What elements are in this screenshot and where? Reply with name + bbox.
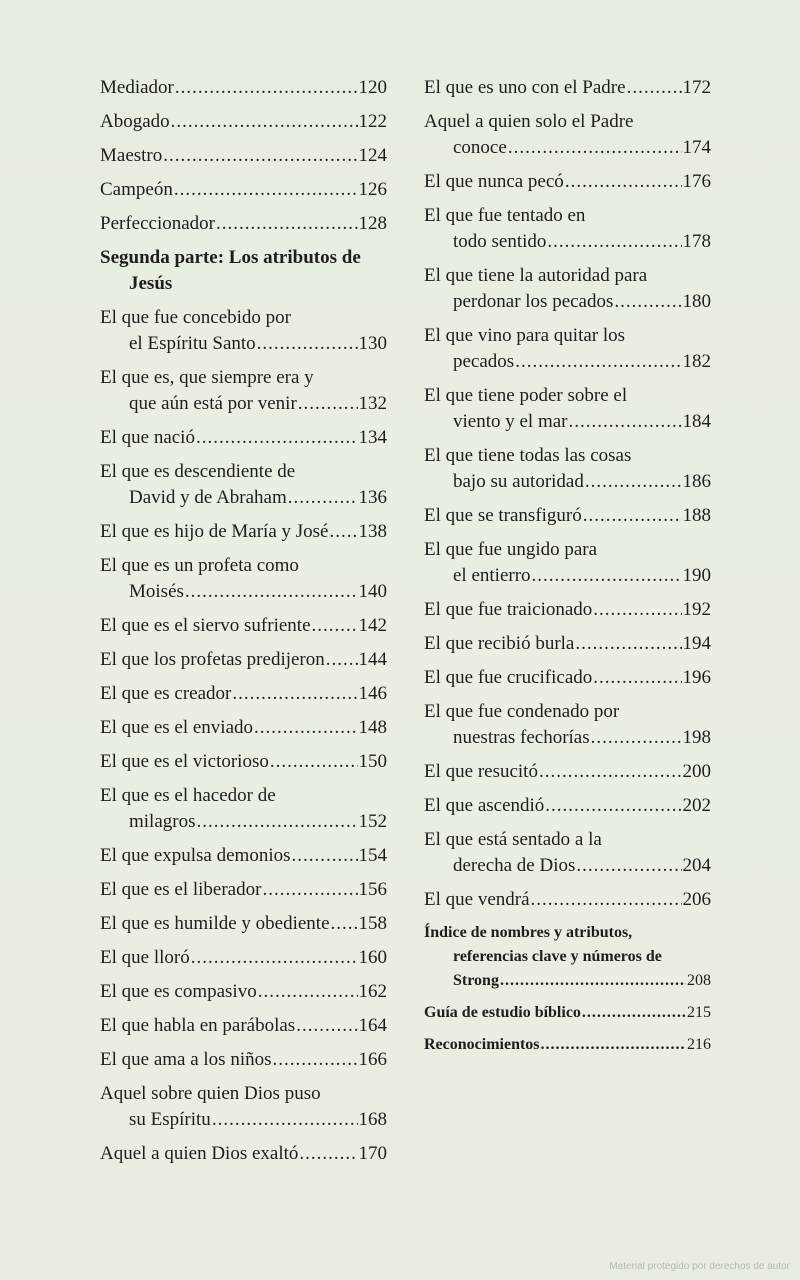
toc-entry-title: El que ama a los niños: [100, 1049, 272, 1070]
dot-leader: [326, 647, 358, 673]
dot-leader: [331, 911, 358, 937]
toc-entry-title: perdonar los pecados: [453, 291, 614, 312]
page-number: 138: [358, 521, 387, 542]
toc-entry: [100, 783, 387, 835]
toc-entry: [100, 877, 387, 903]
toc-entry-line: [100, 613, 387, 639]
toc-entry-line: [100, 681, 387, 707]
toc-entry: [424, 537, 711, 589]
toc-entry-line: [100, 143, 387, 169]
toc-entry: [424, 921, 711, 993]
toc-entry: [100, 519, 387, 545]
toc-entry-title: derecha de Dios: [453, 855, 576, 876]
toc-entry-title: El que habla en parábolas: [100, 1015, 296, 1036]
toc-entry: [100, 647, 387, 673]
page-number: 126: [358, 179, 387, 200]
toc-entry-title: El que tiene la autoridad para: [424, 265, 648, 286]
dot-leader: [298, 391, 358, 417]
page-number: 206: [682, 889, 711, 910]
toc-entry-line: [424, 443, 711, 469]
toc-entry-title: El que es hijo de María y José: [100, 521, 329, 542]
toc-entry-line: [424, 323, 711, 349]
toc-entry-line: [100, 877, 387, 903]
page-number: 120: [358, 77, 387, 98]
toc-entry-title: Segunda parte: Los atributos de: [100, 247, 361, 268]
toc-entry: [424, 263, 711, 315]
page-number: 148: [358, 717, 387, 738]
dot-leader: [175, 75, 358, 101]
toc-entry: [100, 911, 387, 937]
toc-entry-title: El que es el hacedor de: [100, 785, 276, 806]
page-number: 140: [358, 581, 387, 602]
dot-leader: [593, 665, 681, 691]
dot-leader: [185, 579, 358, 605]
toc-entry-line: [100, 1047, 387, 1073]
toc-entry-title: conoce: [453, 137, 507, 158]
page-number: 194: [682, 633, 711, 654]
toc-entry-title: El que fue traicionado: [424, 599, 593, 620]
toc-entry: [100, 613, 387, 639]
toc-entry: [100, 177, 387, 203]
toc-entry-line: [100, 1013, 387, 1039]
toc-entry-title: El que vendrá: [424, 889, 530, 910]
dot-leader: [191, 945, 358, 971]
page-number: 200: [682, 761, 711, 782]
toc-entry-title: El que está sentado a la: [424, 829, 602, 850]
toc-entry-title: El que es humilde y obediente: [100, 913, 330, 934]
toc-entry-line: [100, 647, 387, 673]
toc-entry-line: [424, 597, 711, 623]
toc-entry-line: [100, 783, 387, 809]
toc-entry-title: El que es compasivo: [100, 981, 257, 1002]
page-number: 198: [682, 727, 711, 748]
toc-entry-line: [100, 715, 387, 741]
toc-entry-line: [424, 725, 711, 751]
toc-entry: [100, 305, 387, 357]
dot-leader: [163, 143, 357, 169]
toc-entry-title: El que tiene todas las cosas: [424, 445, 632, 466]
page-number: 180: [682, 291, 711, 312]
toc-entry-title: Perfeccionador: [100, 213, 215, 234]
dot-leader: [212, 1107, 358, 1133]
toc-entry-title: Aquel a quien Dios exaltó: [100, 1143, 299, 1164]
page-number: 178: [682, 231, 711, 252]
toc-entry: [100, 75, 387, 101]
toc-entry-title: El que fue condenado por: [424, 701, 620, 722]
toc-entry-title: El que vino para quitar los: [424, 325, 626, 346]
page-number: 192: [682, 599, 711, 620]
dot-leader: [515, 349, 681, 375]
page-number: 150: [358, 751, 387, 772]
toc-entry-line: [424, 289, 711, 315]
dot-leader: [197, 809, 358, 835]
toc-entry-title: El que se transfiguró: [424, 505, 582, 526]
dot-leader: [593, 597, 681, 623]
copyright-watermark: Material protegido por derechos de autor: [609, 1261, 790, 1272]
toc-entry-line: [424, 469, 711, 495]
toc-entry-line: [424, 75, 711, 101]
toc-entry-title: todo sentido: [453, 231, 547, 252]
page-number: 168: [358, 1109, 387, 1130]
toc-left-column: [100, 75, 387, 1175]
toc-entry-line: [424, 109, 711, 135]
toc-entry-line: [100, 843, 387, 869]
toc-entry-line: [424, 383, 711, 409]
toc-entry-line: [100, 75, 387, 101]
toc-entry-line: [100, 749, 387, 775]
toc-entry-title: Reconocimientos: [424, 1036, 540, 1053]
toc-entry-title: El que es creador: [100, 683, 232, 704]
toc-entry-title: El que es el enviado: [100, 717, 254, 738]
toc-entry-line: [100, 1141, 387, 1167]
toc-entry-title: Aquel sobre quien Dios puso: [100, 1083, 321, 1104]
toc-entry-line: [100, 519, 387, 545]
page-number: 136: [358, 487, 387, 508]
toc-entry-line: [100, 391, 387, 417]
toc-entry-line: [424, 503, 711, 529]
toc-entry-line: [100, 365, 387, 391]
page-number: 215: [687, 1004, 711, 1021]
toc-entry: [100, 681, 387, 707]
toc-entry-title: Moisés: [129, 581, 184, 602]
toc-entry-title: Aquel a quien solo el Padre: [424, 111, 634, 132]
toc-entry-line: [424, 1001, 711, 1025]
toc-entry: [424, 631, 711, 657]
toc-entry: [424, 323, 711, 375]
page-number: 170: [358, 1143, 387, 1164]
dot-leader: [575, 631, 681, 657]
toc-entry: [100, 459, 387, 511]
toc-entry: [424, 169, 711, 195]
page-number: 176: [682, 171, 711, 192]
toc-entry-line: [100, 979, 387, 1005]
toc-entry: [100, 945, 387, 971]
toc-entry-line: [100, 809, 387, 835]
page-number: 122: [358, 111, 387, 132]
page-number: 186: [682, 471, 711, 492]
toc-entry: [100, 979, 387, 1005]
toc-entry-title: El que fue ungido para: [424, 539, 598, 560]
toc-entry-title: David y de Abraham: [129, 487, 287, 508]
toc-entry: [424, 759, 711, 785]
toc-entry-line: [100, 305, 387, 331]
dot-leader: [576, 853, 681, 879]
toc-entry-title: El que fue crucificado: [424, 667, 593, 688]
toc-entry: [100, 143, 387, 169]
page-number: 128: [358, 213, 387, 234]
toc-entry-line: [424, 887, 711, 913]
toc-entry: [100, 749, 387, 775]
toc-entry-line: [424, 409, 711, 435]
toc-entry-title: El que expulsa demonios: [100, 845, 291, 866]
toc-entry: [424, 503, 711, 529]
page-number: 166: [358, 1049, 387, 1070]
page-number: 174: [682, 137, 711, 158]
toc-entry: [424, 443, 711, 495]
dot-leader: [254, 715, 357, 741]
page-number: 146: [358, 683, 387, 704]
toc-entry: [100, 1141, 387, 1167]
page-number: 196: [682, 667, 711, 688]
page-number: 144: [358, 649, 387, 670]
toc-entry-title: Strong: [453, 972, 499, 989]
toc-entry: [100, 109, 387, 135]
toc-entry-title: Abogado: [100, 111, 170, 132]
toc-entry-line: [100, 1107, 387, 1133]
toc-entry-line: [100, 945, 387, 971]
toc-entry-title: El que es uno con el Padre: [424, 77, 626, 98]
toc-entry-line: [424, 203, 711, 229]
page-number: 124: [358, 145, 387, 166]
toc-entry-title: El que tiene poder sobre el: [424, 385, 628, 406]
toc-entry-title: Índice de nombres y atributos,: [424, 924, 633, 941]
toc-entry-title: el entierro: [453, 565, 531, 586]
toc-entry-title: el Espíritu Santo: [129, 333, 256, 354]
dot-leader: [545, 793, 681, 819]
dot-leader: [585, 469, 682, 495]
toc-entry: [100, 1081, 387, 1133]
page-number: 164: [358, 1015, 387, 1036]
page-number: 216: [687, 1036, 711, 1053]
toc-entry-title: El que resucitó: [424, 761, 538, 782]
page-number: 158: [358, 913, 387, 934]
toc-entry: [424, 597, 711, 623]
dot-leader: [532, 563, 682, 589]
toc-entry-line: [424, 827, 711, 853]
toc-entry: [100, 365, 387, 417]
dot-leader: [232, 681, 357, 707]
dot-leader: [531, 887, 682, 913]
toc-entry-line: [100, 177, 387, 203]
toc-entry: [424, 1033, 711, 1057]
dot-leader: [500, 969, 686, 993]
page-number: 190: [682, 565, 711, 586]
toc-entry-line: [424, 969, 711, 993]
dot-leader: [288, 485, 358, 511]
toc-entry: [424, 203, 711, 255]
toc-entry: [100, 425, 387, 451]
toc-entry-line: [424, 793, 711, 819]
dot-leader: [296, 1013, 357, 1039]
page-number: 152: [358, 811, 387, 832]
page-number: 202: [682, 795, 711, 816]
dot-leader: [582, 1001, 686, 1025]
toc-entry-line: [100, 485, 387, 511]
toc-entry-line: [100, 211, 387, 237]
dot-leader: [258, 979, 358, 1005]
toc-entry: [424, 75, 711, 101]
dot-leader: [273, 1047, 358, 1073]
dot-leader: [270, 749, 358, 775]
toc-entry-title: El que nunca pecó: [424, 171, 564, 192]
toc-entry-line: [100, 1081, 387, 1107]
dot-leader: [565, 169, 682, 195]
toc-entry-line: [100, 425, 387, 451]
toc-entry: [424, 827, 711, 879]
toc-entry-title: milagros: [129, 811, 196, 832]
dot-leader: [292, 843, 358, 869]
page-number: 156: [358, 879, 387, 900]
toc-entry-line: [424, 921, 711, 945]
toc-entry-line: [424, 853, 711, 879]
page-number: 208: [687, 972, 711, 989]
dot-leader: [312, 613, 358, 639]
dot-leader: [174, 177, 358, 203]
dot-leader: [583, 503, 682, 529]
toc-entry-title: El que es el victorioso: [100, 751, 269, 772]
toc-entry-line: [100, 271, 387, 297]
toc-entry-title: El que es descendiente de: [100, 461, 296, 482]
toc-entry: [100, 553, 387, 605]
toc-entry: [100, 1047, 387, 1073]
toc-entry-line: [424, 699, 711, 725]
section-heading: [100, 245, 387, 297]
page-number: 134: [358, 427, 387, 448]
toc-entry-title: viento y el mar: [453, 411, 568, 432]
toc-entry-title: El que ascendió: [424, 795, 545, 816]
toc-entry-title: Maestro: [100, 145, 163, 166]
page-number: 142: [358, 615, 387, 636]
page-number: 130: [358, 333, 387, 354]
dot-leader: [257, 331, 358, 357]
toc-entry: [424, 1001, 711, 1025]
dot-leader: [569, 409, 682, 435]
toc-entry-title: que aún está por venir: [129, 393, 297, 414]
toc-entry-title: Campeón: [100, 179, 173, 200]
toc-entry-line: [100, 579, 387, 605]
toc-entry-line: [100, 459, 387, 485]
toc-entry-title: El que es el liberador: [100, 879, 262, 900]
toc-entry-title: El que lloró: [100, 947, 190, 968]
toc-entry-title: El que es, que siempre era y: [100, 367, 314, 388]
toc-entry: [424, 109, 711, 161]
dot-leader: [508, 135, 682, 161]
toc-entry-line: [424, 537, 711, 563]
toc-entry: [100, 715, 387, 741]
toc-entry-title: Guía de estudio bíblico: [424, 1004, 581, 1021]
page-number: 172: [682, 77, 711, 98]
dot-leader: [591, 725, 682, 751]
dot-leader: [329, 519, 357, 545]
toc-entry-title: El que es el siervo sufriente: [100, 615, 311, 636]
toc-entry: [424, 699, 711, 751]
page-number: 162: [358, 981, 387, 1002]
toc-entry-line: [100, 331, 387, 357]
page-number: 132: [358, 393, 387, 414]
dot-leader: [262, 877, 357, 903]
dot-leader: [196, 425, 358, 451]
toc-entry: [424, 383, 711, 435]
toc-entry: [100, 1013, 387, 1039]
toc-entry-line: [424, 631, 711, 657]
toc-right-column: [424, 75, 711, 1065]
toc-entry: [424, 665, 711, 691]
toc-entry-title: Mediador: [100, 77, 174, 98]
page-number: 188: [682, 505, 711, 526]
toc-entry-line: [424, 1033, 711, 1057]
toc-entry-title: bajo su autoridad: [453, 471, 584, 492]
toc-entry-line: [424, 759, 711, 785]
dot-leader: [539, 759, 682, 785]
toc-entry-line: [100, 245, 387, 271]
toc-entry-title: El que recibió burla: [424, 633, 575, 654]
toc-entry-title: pecados: [453, 351, 515, 372]
toc-entry-title: El que nació: [100, 427, 195, 448]
page-number: 182: [682, 351, 711, 372]
dot-leader: [541, 1033, 686, 1057]
dot-leader: [171, 109, 358, 135]
dot-leader: [299, 1141, 357, 1167]
dot-leader: [216, 211, 358, 237]
page-number: 154: [358, 845, 387, 866]
toc-entry-title: El que fue concebido por: [100, 307, 291, 328]
toc-entry-line: [424, 349, 711, 375]
toc-entry-title: su Espíritu: [129, 1109, 211, 1130]
toc-entry-line: [100, 911, 387, 937]
page-number: 184: [682, 411, 711, 432]
dot-leader: [614, 289, 681, 315]
toc-entry: [100, 843, 387, 869]
toc-entry-line: [424, 263, 711, 289]
toc-entry-line: [424, 665, 711, 691]
toc-entry-title: referencias clave y números de: [453, 948, 662, 965]
toc-entry: [424, 887, 711, 913]
dot-leader: [547, 229, 681, 255]
toc-entry-title: El que los profetas predijeron: [100, 649, 325, 670]
toc-entry: [100, 211, 387, 237]
toc-entry-line: [424, 169, 711, 195]
toc-entry-line: [100, 553, 387, 579]
toc-entry: [424, 793, 711, 819]
page-number: 204: [682, 855, 711, 876]
toc-entry-line: [424, 229, 711, 255]
toc-entry-line: [100, 109, 387, 135]
dot-leader: [627, 75, 682, 101]
toc-entry-title: El que es un profeta como: [100, 555, 299, 576]
toc-entry-line: [424, 945, 711, 969]
toc-entry-line: [424, 563, 711, 589]
toc-entry-title: El que fue tentado en: [424, 205, 586, 226]
toc-entry-title: Jesús: [129, 273, 173, 294]
page-number: 160: [358, 947, 387, 968]
toc-entry-title: nuestras fechorías: [453, 727, 590, 748]
toc-entry-line: [424, 135, 711, 161]
